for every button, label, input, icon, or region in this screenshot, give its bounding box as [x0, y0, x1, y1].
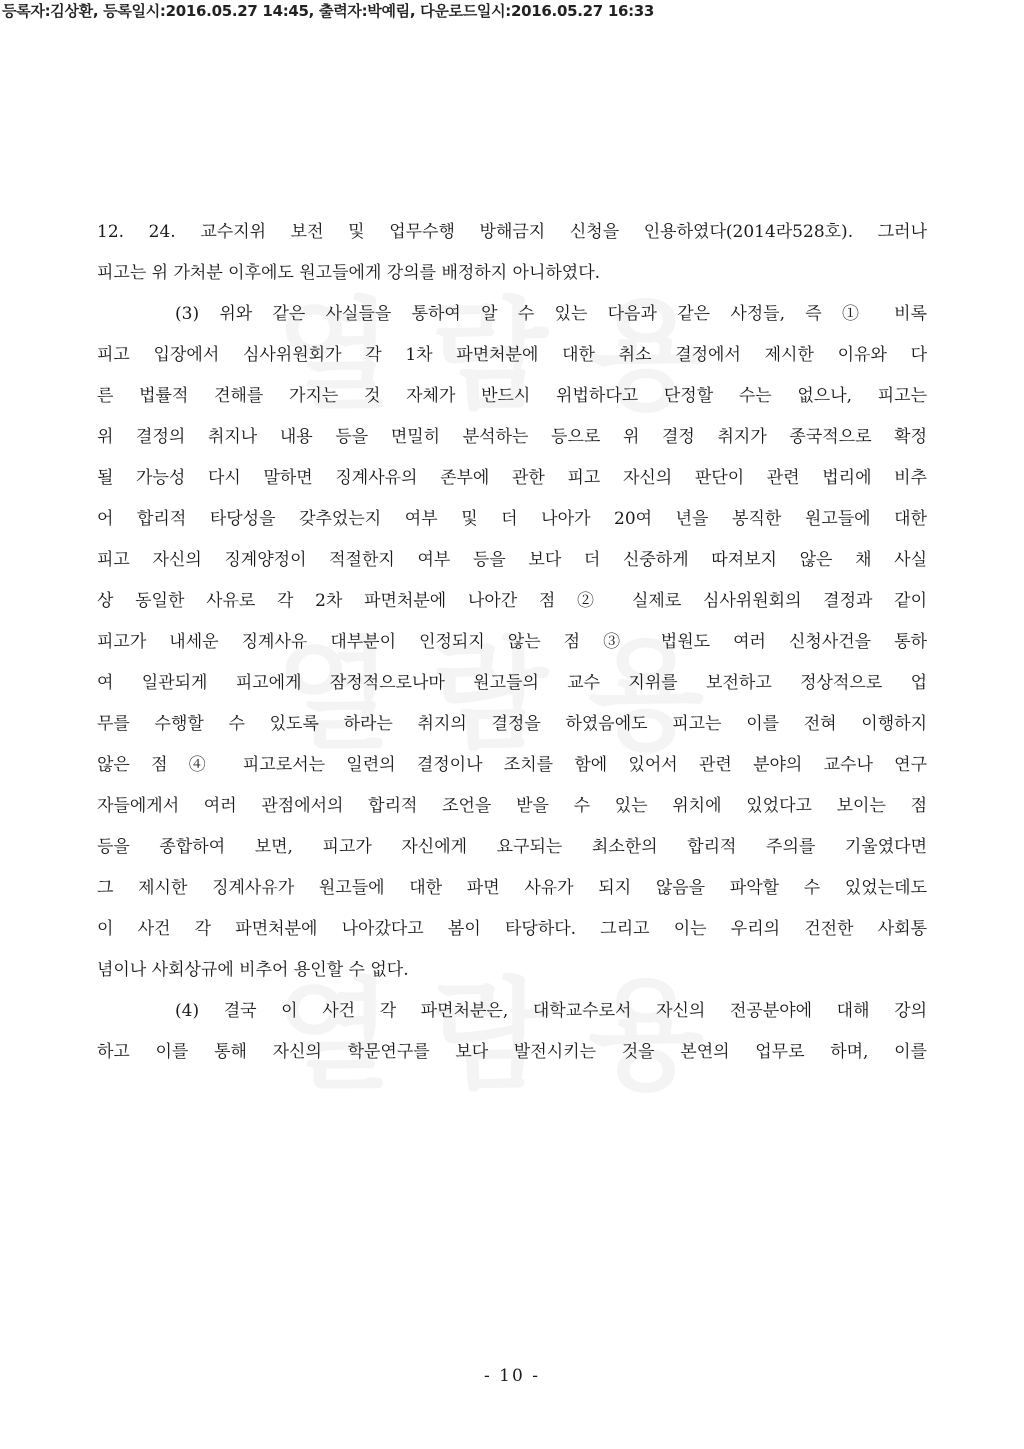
text-line: 여 일관되게 피고에게 잠정적으로나마 원고들의 교수 지위를 보전하고 정상적으로 업: [97, 673, 927, 693]
text-line: 피고가 내세운 징계사유 대부분이 인정되지 않는 점 ③ 법원도 여러 신청사건을 통하: [97, 632, 927, 652]
text-line: 위 결정의 취지나 내용 등을 면밀히 분석하는 등으로 위 결정 취지가 종국적으로 확정: [97, 427, 927, 447]
text-line: 하고 이를 통해 자신의 학문연구를 보다 발전시키는 것을 본연의 업무로 하며, 이를: [97, 1042, 927, 1062]
text-line: 어 합리적 타당성을 갖추었는지 여부 및 더 나아가 20여 년을 봉직한 원고들에 대한: [97, 509, 927, 529]
text-line: 피고 자신의 징계양정이 적절한지 여부 등을 보다 더 신중하게 따져보지 않은 채 사실: [97, 550, 927, 570]
text-line: 념이나 사회상규에 비추어 용인할 수 없다.: [97, 960, 409, 980]
text-line: 피고는 위 가처분 이후에도 원고들에게 강의를 배정하지 아니하였다.: [97, 263, 601, 283]
text-line: 12. 24. 교수지위 보전 및 업무수행 방해금지 신청을 인용하였다(2014라528호). 그러나: [97, 222, 927, 242]
text-line: 될 가능성 다시 말하면 징계사유의 존부에 관한 피고 자신의 판단이 관련 법리에 비추: [97, 468, 927, 488]
download-info-header: 등록자:김상환, 등록일시:2016.05.27 14:45, 출력자:박예림, 다운로드일시:2016.05.27 16:33: [2, 2, 655, 20]
text-line: 피고 입장에서 심사위원회가 각 1차 파면처분에 대한 취소 결정에서 제시한 이유와 다: [97, 345, 927, 365]
text-line: 상 동일한 사유로 각 2차 파면처분에 나아간 점 ② 실제로 심사위원회의 결정과 같이: [97, 591, 927, 611]
page-number: - 10 -: [484, 1366, 540, 1386]
text-line: 자들에게서 여러 관점에서의 합리적 조언을 받을 수 있는 위치에 있었다고 보이는 점: [97, 796, 927, 816]
text-line: 그 제시한 징계사유가 원고들에 대한 파면 사유가 되지 않음을 파악할 수 있었는데도: [97, 878, 927, 898]
document-body: [97, 212, 927, 1073]
text-line: 른 법률적 견해를 가지는 것 자체가 반드시 위법하다고 단정할 수는 없으나, 피고는: [97, 386, 927, 406]
text-line: 이 사건 각 파면처분에 나아갔다고 봄이 타당하다. 그리고 이는 우리의 건전한 사회통: [97, 919, 927, 939]
text-line: 않은 점 ④ 피고로서는 일련의 결정이나 조치를 함에 있어서 관련 분야의 교수나 연구: [97, 755, 927, 775]
paragraph-start-line: (3) 위와 같은 사실들을 통하여 알 수 있는 다음과 같은 사정들, 즉 ① 비록: [175, 304, 927, 324]
paragraph-start-line: (4) 결국 이 사건 각 파면처분은, 대학교수로서 자신의 전공분야에 대해 강의: [175, 1001, 927, 1021]
text-line: 등을 종합하여 보면, 피고가 자신에게 요구되는 최소한의 합리적 주의를 기울였다면: [97, 837, 927, 857]
text-line: 무를 수행할 수 있도록 하라는 취지의 결정을 하였음에도 피고는 이를 전혀 이행하지: [97, 714, 927, 734]
